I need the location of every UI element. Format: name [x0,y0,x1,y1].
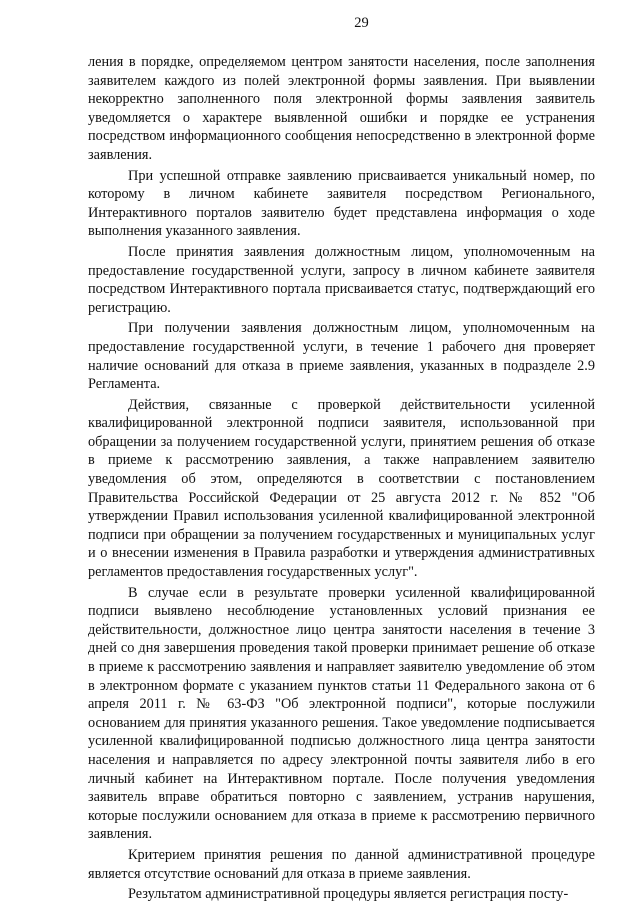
paragraph-3: После принятия заявления должностным лицом, уполномоченным на предоставление государственной услуги, запросу в личном кабинете заявителя посредством Интерактивного портала присваивается статус, подтверждающий его регистрацию. [88,243,595,316]
paragraph-7: Критерием принятия решения по данной административной процедуре является отсутствие оснований для отказа в приеме заявления. [88,846,595,882]
paragraph-4: При получении заявления должностным лицом, уполномоченным на предоставление государственной услуги, в течение 1 рабочего дня проверяет наличие оснований для отказа в приеме заявления, указанных в подразделе 2.9 Регламента. [88,320,595,393]
paragraph-5: Действия, связанные с проверкой действительности усиленной квалифицированной электронной подписи заявителя, использованной при обращении за получением государственной услуги, принятием решения об отказе в приеме к рассмотрению заявления, а также направлением заявителю уведомления об этом, определяются в соответствии с постановлением Правительства Российской Федерации от 25 августа 2012 г. № 852 "Об утверждении Правил использования усиленной квалифицированной электронной подписи при обращении за получением государственных и муниципальных услуг и о внесении изменения в Правила разработки и утверждения административных регламентов предоставления государственных услуг". [88,396,595,581]
body-text [88,53,595,904]
paragraph-1: ления в порядке, определяемом центром занятости населения, после заполнения заявителем каждого из полей электронной формы заявления. При выявлении некорректно заполненного поля электронной формы заявления заявитель уведомляется о характере выявленной ошибки и порядке ее устранения посредством информационного сообщения непосредственно в электронной форме заявления. [88,54,595,163]
paragraph-2: При успешной отправке заявлению присваивается уникальный номер, по которому в личном кабинете заявителя посредством Регионального, Интерактивного порталов заявителю будет представлена информация о ходе выполнения указанного заявления. [88,167,595,240]
paragraph-8: Результатом административной процедуры является регистрация посту- [128,886,569,903]
paragraph-6: В случае если в результате проверки усиленной квалифицированной подписи выявлено несоблюдение установленных условий признания ее действительности, должностное лицо центра занятости населения в течение 3 дней со дня завершения проведения такой проверки принимает решение об отказе в приеме к рассмотрению заявления и направляет заявителю уведомление об этом в электронном формате с указанием пунктов статьи 11 Федерального закона от 6 апреля 2011 г. № 63-ФЗ "Об электронной подписи", которые послужили основанием для принятия указанного решения. Такое уведомление подписывается усиленной квалифицированной подписью должностного лица центра занятости населения и направляется по адресу электронной почты заявителя либо в его личный кабинет на Интерактивном портале. После получения уведомления заявитель вправе обратиться повторно с заявлением, устранив нарушения, которые послужили основанием для отказа в приеме к рассмотрению первичного заявления. [88,584,595,843]
page-number: 29 [354,15,369,31]
